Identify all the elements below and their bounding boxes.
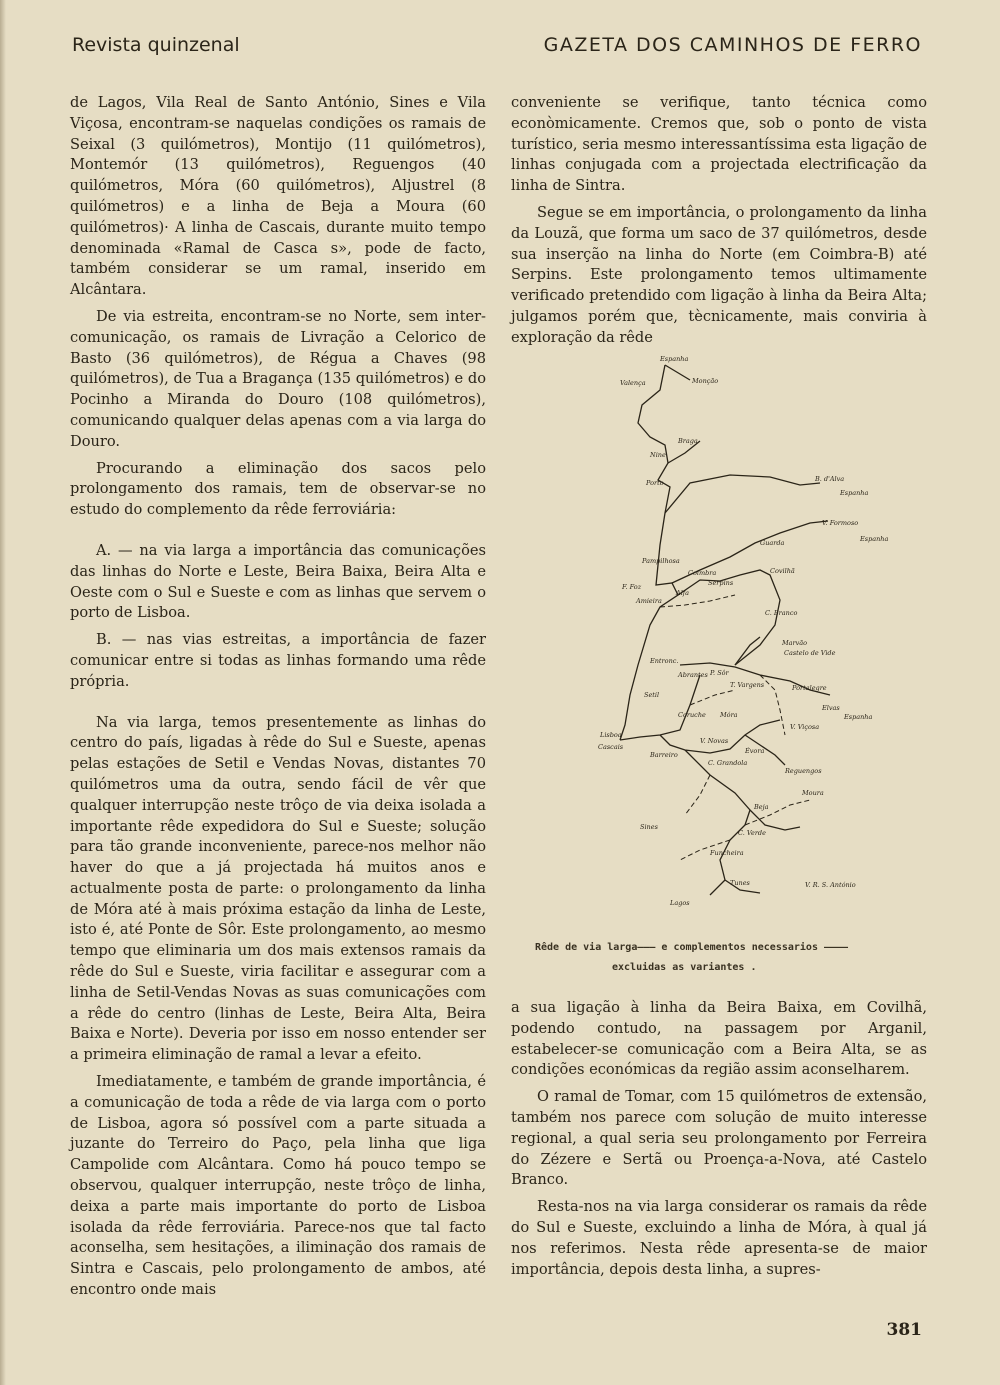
map-label-mora: Móra (720, 711, 738, 719)
map-caption-line-1: Rêde de via larga——— e complementos necessarios ———— (535, 942, 849, 953)
running-header-right: GAZETA DOS CAMINHOS DE FERRO (543, 34, 922, 56)
map-label-nine: Nine (650, 451, 666, 459)
map-label-vila-vicosa: V. Viçosa (790, 723, 820, 731)
map-label-vendas-novas: V. Novas (700, 737, 729, 745)
map-label-elvas: Elvas (822, 704, 840, 712)
map-label-serpins: Serpins (708, 579, 734, 587)
map-label-cascais: Cascais (598, 743, 624, 751)
right-column-bottom (511, 998, 927, 1286)
map-complement-lines (660, 595, 810, 860)
map-label-barca-dalva: B. d'Alva (815, 475, 845, 483)
paragraph: O ramal de Tomar, com 15 quilómetros de extensão, também nos parece com solução de muito interesse regional, a qual seria seu prolongamento por Ferreira do Zézere e Sertã ou Proença-a-Nova, até Castelo Branco. (511, 1088, 927, 1189)
map-caption-line-2: excluidas as variantes . (612, 962, 757, 973)
map-label-portalegre: Portalegre (792, 684, 827, 692)
map-label-vilar-formoso: V. Formoso (822, 519, 859, 527)
map-labels (598, 355, 888, 907)
paragraph: Resta-nos na via larga considerar os ramais da rêde do Sul e Sueste, excluindo a linha de Móra, à qual já nos referimos. Nesta rêde apresenta-se de maior importância, depois desta linha, a supres- (511, 1198, 927, 1278)
map-label-evora: Évora (745, 747, 765, 755)
map-label-marvao: Marvão (782, 639, 808, 647)
map-label-espanha-douro: Espanha (840, 489, 869, 497)
map-label-valenca: Valença (620, 379, 646, 387)
map-label-braga: Braga (678, 437, 698, 445)
map-label-vila-real-santo-antonio: V. R. S. António (805, 881, 856, 889)
left-column (70, 93, 486, 1307)
map-label-porto: Porto (646, 479, 664, 487)
map-label-lagos: Lagos (670, 899, 690, 907)
map-label-moncao: Monção (692, 377, 719, 385)
paragraph: conveniente se verifique, tanto técnica como econòmicamente. Cremos que, sob o ponto de vista turístico, seria mesmo interessantíssima esta ligação de linhas conjugada com a projectada electrificação da linha de Sintra. (511, 94, 927, 195)
right-column-top (511, 93, 927, 355)
map-label-alfa: Alfa (676, 589, 690, 597)
running-header-left: Revista quinzenal (72, 34, 240, 56)
paragraph: de Lagos, Vila Real de Santo António, Sines e Vila Viçosa, encontram-se naquelas condições os ramais de Seixal (3 quilómetros), Montijo (11 quilómetros), Montemór (13 quilómetros), Reguengos (40 quilómetros, Móra (60 quilómetros), Aljustrel (8 quilómetros) e a linha de Beja a Moura (60 quilómetros)· A linha de Cascais, durante muito tempo denominada «Ramal de Casca s», pode de facto, também considerar se um ramal, inserido em Alcântara. (70, 94, 486, 299)
map-label-figueira-foz: F. Foz (622, 583, 642, 591)
map-label-beja: Beja (754, 803, 769, 811)
paragraph: Procurando a eliminação dos sacos pelo prolongamento dos ramais, tem de observar-se no estudo do complemento da rêde ferroviária: (70, 459, 486, 519)
map-label-espanha-elvas: Espanha (844, 713, 873, 721)
map-label-guarda: Guarda (760, 539, 785, 547)
map-label-coruche: Coruche (678, 711, 706, 719)
map-label-grandola: C. Grandola (708, 759, 748, 767)
map-label-sines: Sines (640, 823, 658, 831)
map-lines (620, 365, 830, 895)
page-edge (0, 0, 6, 1385)
map-label-reguengos: Reguengos (785, 767, 822, 775)
map-label-entroncamento: Entronc. (650, 657, 679, 665)
map-label-amieira: Amieira (636, 597, 662, 605)
map-label-barreiro: Barreiro (650, 751, 678, 759)
paragraph: A. — na via larga a importância das comunicações das linhas do Norte e Leste, Beira Baixa, Beira Alta e Oeste com o Sul e Sueste e com as linhas que servem o porto de Lisboa. (70, 541, 486, 622)
map-label-funcheira: Funcheira (710, 849, 744, 857)
page-number: 381 (886, 1320, 922, 1340)
map-label-espanha-north: Espanha (660, 355, 689, 363)
paragraph: Segue se em importância, o prolongamento da linha da Louzã, que forma um saco de 37 quilómetros, desde sua inserção na linha do Norte (em Coimbra-B) até Serpins. Este prolongamento temos ultimamente verificado pretendido com ligação à linha da Beira Alta; julgamos porém que, tècnicamente, mais conviria à exploração da rêde (511, 203, 927, 346)
map-label-covilha: Covilhã (770, 567, 795, 575)
paragraph: De via estreita, encontram-se no Norte, sem inter-comunicação, os ramais de Livração a Celorico de Basto (36 quilómetros), de Régua a Chaves (98 quilómetros), de Tua a Bragança (135 quilómetros) e do Pocinho a Miranda do Douro (108 quilómetros), comunicando qualquer delas apenas com a via larga do Douro. (70, 307, 486, 450)
map-label-lisboa: Lisboa (600, 731, 622, 739)
map-label-castro-verde: C. Verde (738, 829, 766, 837)
map-label-espanha-beira: Espanha (860, 535, 889, 543)
railway-network-map (560, 345, 930, 925)
map-svg (560, 345, 930, 925)
paragraph: B. — nas vias estreitas, a importância de fazer comunicar entre si todas as linhas formando uma rêde própria. (70, 631, 486, 690)
map-label-tunes: Tunes (730, 879, 750, 887)
map-label-castelo-branco: C. Branco (765, 609, 798, 617)
map-label-ponte-de-sor: P. Sôr (710, 669, 729, 677)
map-label-coimbra: Coimbra (688, 569, 717, 577)
map-label-torre-vargens: T. Vargens (730, 681, 765, 689)
map-label-castelo-de-vide: Castelo de Vide (784, 649, 836, 657)
paragraph: Imediatamente, e também de grande importância, é a comunicação de toda a rêde de via larga com o porto de Lisboa, agora só possível com a parte situada a juzante do Terreiro do Paço, pela linha que liga Campolide com Alcântara. Como há pouco tempo se observou, qualquer interrupção, neste trôço de linha, deixa a parte mais importante do porto de Lisboa isolada da rêde ferroviária. Parece-nos que tal facto aconselha, sem hesitações, a iliminação dos ramais de Sintra e Cascais, pelo prolongamento de ambos, até encontro onde mais (70, 1073, 486, 1299)
map-label-moura: Moura (802, 789, 824, 797)
map-label-abrantes: Abrantes (678, 671, 708, 679)
map-label-setil: Setil (644, 691, 660, 699)
map-label-pampilhosa: Pampilhosa (642, 557, 680, 565)
paragraph: a sua ligação à linha da Beira Baixa, em Covilhã, podendo contudo, na passagem por Arganil, estabelecer-se comunicação com a Beira Alta, se as condições económicas da região assim aconselharem. (511, 999, 927, 1079)
paragraph: Na via larga, temos presentemente as linhas do centro do país, ligadas à rêde do Sul e Sueste, apenas pelas estações de Setil e Vendas Novas, distantes 70 quilómetros uma da outra, sendo fácil de vêr que qualquer interrupção neste trôço de via deixa isolada a importante rêde expedidora do Sul e Sueste; solução para tão grande inconveniente, parece-nos melhor não haver do que a já projectada há muitos anos e actualmente posta de parte: o prolongamento da linha de Móra até à mais próxima estação da linha de Leste, isto é, até Ponte de Sôr. Este prolongamento, ao mesmo tempo que eliminaria um dos mais extensos ramais da rêde do Sul e Sueste, viria facilitar e assegurar com a linha de Setil-Vendas Novas as suas comunicações com a rêde do centro (linhas de Leste, Beira Alta, Beira Baixa e Norte). Deveria por isso em nosso entender ser a primeira eliminação de ramal a levar a efeito. (70, 713, 486, 1064)
